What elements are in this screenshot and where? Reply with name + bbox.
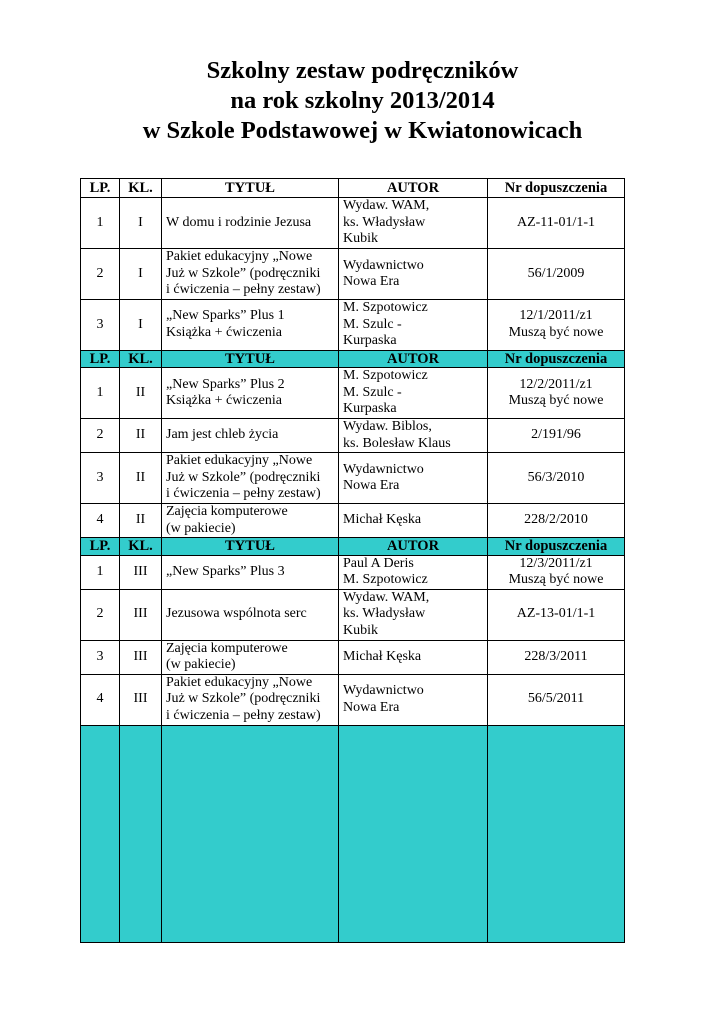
row-number: 2	[81, 589, 120, 640]
book-author-line: Paul A Deris	[343, 555, 414, 571]
book-title-line: Jam jest chleb życia	[166, 427, 279, 443]
book-author	[339, 249, 488, 300]
class-level: III	[120, 589, 162, 640]
book-author	[339, 589, 488, 640]
column-header-nr: Nr dopuszczenia	[488, 538, 625, 556]
column-header-kl: KL.	[120, 350, 162, 368]
column-header-nr: Nr dopuszczenia	[488, 179, 625, 198]
header-row-3	[81, 538, 625, 556]
approval-number-line: Muszą być nowe	[508, 572, 604, 587]
row-number: 4	[81, 504, 120, 538]
book-author	[339, 504, 488, 538]
table-row	[81, 674, 625, 725]
book-title-line: i ćwiczenia – pełny zestaw)	[166, 282, 321, 298]
book-title-line: Już w Szkole” (podręczniki	[166, 265, 321, 281]
book-author	[339, 453, 488, 504]
book-title	[162, 504, 339, 538]
book-title-line: Pakiet edukacyjny „Nowe	[166, 453, 313, 469]
column-header-author: AUTOR	[339, 179, 488, 198]
book-author-line: Kurpaska	[343, 401, 397, 417]
approval-number	[488, 419, 625, 453]
column-header-title: TYTUŁ	[162, 350, 339, 368]
book-author-line: Nowa Era	[343, 274, 400, 289]
book-author-line: Michał Kęska	[343, 512, 422, 528]
book-author-line: ks. Bolesław Klaus	[343, 435, 451, 451]
class-level: I	[120, 300, 162, 351]
book-author	[339, 300, 488, 351]
book-author-line: Wydawnictwo	[343, 683, 424, 698]
approval-number-line: 56/1/2009	[527, 265, 585, 281]
approval-number	[488, 504, 625, 538]
class-level: I	[120, 198, 162, 249]
approval-number	[488, 249, 625, 300]
empty-filler-row	[81, 725, 625, 942]
title-line-1: Szkolny zestaw podręczników	[206, 57, 519, 84]
book-title-line: (w pakiecie)	[166, 657, 236, 672]
book-author-line: Michał Kęska	[343, 648, 422, 664]
book-author-line: M. Szulc -	[343, 316, 402, 332]
approval-number	[488, 453, 625, 504]
book-author-line: M. Szpotowicz	[343, 300, 428, 315]
column-header-lp: LP.	[81, 350, 120, 368]
book-title	[162, 674, 339, 725]
book-title-line: Już w Szkole” (podręczniki	[166, 691, 321, 707]
book-title	[162, 453, 339, 504]
book-author	[339, 368, 488, 419]
row-number: 2	[81, 249, 120, 300]
book-title	[162, 419, 339, 453]
book-title-line: Zajęcia komputerowe	[166, 504, 288, 519]
table-row	[81, 198, 625, 249]
book-author	[339, 640, 488, 674]
row-number: 1	[81, 368, 120, 419]
book-author-line: Wydaw. WAM,	[343, 198, 430, 214]
table-row	[81, 453, 625, 504]
title-line-3: w Szkole Podstawowej w Kwiatonowicach	[142, 117, 583, 144]
column-header-author: AUTOR	[339, 350, 488, 368]
approval-number-line: 12/3/2011/z1	[519, 555, 593, 571]
book-title	[162, 555, 339, 589]
book-title-line: Książka + ćwiczenia	[166, 393, 282, 408]
book-author-line: Wydaw. WAM,	[343, 589, 430, 605]
book-title-line: „New Sparks” Plus 2	[166, 376, 285, 392]
empty-cell	[162, 725, 339, 942]
class-level: III	[120, 674, 162, 725]
book-author	[339, 674, 488, 725]
book-title	[162, 640, 339, 674]
approval-number	[488, 555, 625, 589]
table-row	[81, 589, 625, 640]
empty-cell	[120, 725, 162, 942]
approval-number-line: 12/1/2011/z1	[519, 308, 593, 324]
book-title-line: Pakiet edukacyjny „Nowe	[166, 249, 313, 265]
row-number: 3	[81, 640, 120, 674]
approval-number	[488, 589, 625, 640]
book-title-line: Pakiet edukacyjny „Nowe	[166, 674, 313, 690]
approval-number	[488, 640, 625, 674]
book-title-line: Już w Szkole” (podręczniki	[166, 469, 321, 485]
approval-number-line: 228/3/2011	[524, 648, 588, 664]
page-title	[0, 56, 725, 146]
column-header-author: AUTOR	[339, 538, 488, 556]
column-header-title: TYTUŁ	[162, 538, 339, 556]
book-title-line: „New Sparks” Plus 3	[166, 563, 285, 579]
book-title	[162, 249, 339, 300]
row-number: 1	[81, 555, 120, 589]
class-level: II	[120, 504, 162, 538]
row-number: 3	[81, 453, 120, 504]
book-title-line: „New Sparks” Plus 1	[166, 308, 285, 324]
approval-number-line: 12/2/2011/z1	[519, 376, 593, 392]
book-author-line: M. Szpotowicz	[343, 572, 428, 587]
table-row	[81, 555, 625, 589]
title-line-2: na rok szkolny 2013/2014	[230, 87, 495, 114]
book-title-line: Książka + ćwiczenia	[166, 324, 282, 340]
approval-number	[488, 368, 625, 419]
empty-cell	[339, 725, 488, 942]
empty-cell	[488, 725, 625, 942]
column-header-nr: Nr dopuszczenia	[488, 350, 625, 368]
row-number: 4	[81, 674, 120, 725]
approval-number-line: AZ-13-01/1-1	[516, 606, 596, 622]
approval-number-line: 228/2/2010	[524, 512, 588, 528]
approval-number-line: Muszą być nowe	[508, 324, 604, 340]
table-row	[81, 249, 625, 300]
book-author	[339, 198, 488, 249]
book-author-line: Nowa Era	[343, 478, 400, 493]
table-row	[81, 504, 625, 538]
book-title-line: i ćwiczenia – pełny zestaw)	[166, 707, 321, 723]
book-title	[162, 368, 339, 419]
approval-number-line: AZ-11-01/1-1	[516, 214, 596, 230]
book-title-line: W domu i rodzinie Jezusa	[166, 214, 312, 230]
book-title	[162, 198, 339, 249]
approval-number-line: Muszą być nowe	[508, 393, 604, 408]
textbook-table	[80, 178, 625, 943]
class-level: II	[120, 419, 162, 453]
book-title-line: i ćwiczenia – pełny zestaw)	[166, 486, 321, 502]
column-header-title: TYTUŁ	[162, 179, 339, 198]
row-number: 3	[81, 300, 120, 351]
column-header-kl: KL.	[120, 538, 162, 556]
book-author-line: ks. Władysław	[343, 214, 426, 230]
header-row-2	[81, 350, 625, 368]
book-author-line: Wydaw. Biblos,	[343, 419, 432, 434]
book-title	[162, 589, 339, 640]
approval-number-line: 56/5/2011	[527, 691, 585, 707]
book-author-line: Kubik	[343, 231, 378, 247]
row-number: 2	[81, 419, 120, 453]
row-number: 1	[81, 198, 120, 249]
table-row	[81, 300, 625, 351]
book-author	[339, 419, 488, 453]
empty-cell	[81, 725, 120, 942]
table-row	[81, 640, 625, 674]
approval-number	[488, 300, 625, 351]
book-author	[339, 555, 488, 589]
class-level: I	[120, 249, 162, 300]
header-row-1	[81, 179, 625, 198]
approval-number-line: 2/191/96	[531, 427, 581, 443]
column-header-lp: LP.	[81, 538, 120, 556]
book-author-line: Wydawnictwo	[343, 461, 424, 477]
table-row	[81, 419, 625, 453]
book-author-line: M. Szpotowicz	[343, 368, 428, 384]
book-title-line: Jezusowa wspólnota serc	[166, 606, 307, 622]
book-title	[162, 300, 339, 351]
book-title-line: (w pakiecie)	[166, 520, 236, 536]
approval-number-line: 56/3/2010	[527, 469, 585, 485]
column-header-kl: KL.	[120, 179, 162, 198]
class-level: II	[120, 453, 162, 504]
class-level: III	[120, 640, 162, 674]
book-author-line: M. Szulc -	[343, 384, 402, 400]
table-row	[81, 368, 625, 419]
book-author-line: Nowa Era	[343, 699, 400, 715]
book-author-line: Wydawnictwo	[343, 257, 424, 273]
class-level: III	[120, 555, 162, 589]
class-level: II	[120, 368, 162, 419]
book-title-line: Zajęcia komputerowe	[166, 640, 288, 656]
column-header-lp: LP.	[81, 179, 120, 198]
book-author-line: ks. Władysław	[343, 606, 426, 622]
approval-number	[488, 674, 625, 725]
approval-number	[488, 198, 625, 249]
book-author-line: Kubik	[343, 622, 378, 638]
book-author-line: Kurpaska	[343, 333, 397, 348]
